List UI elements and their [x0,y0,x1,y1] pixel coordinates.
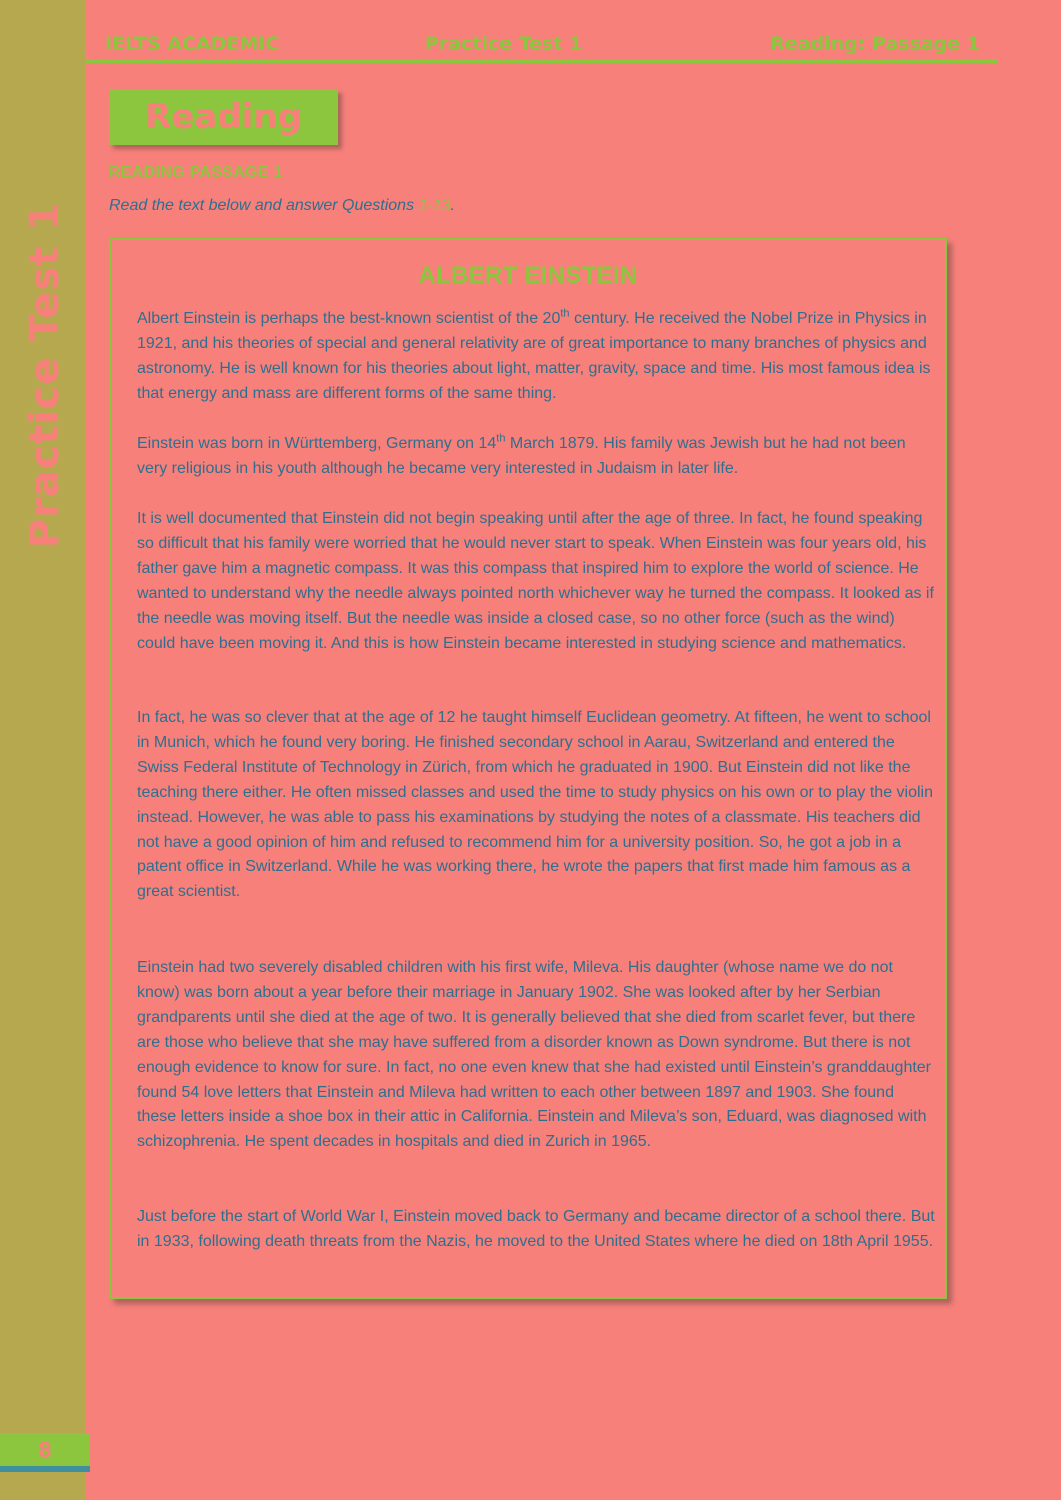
paragraph-6: Just before the start of World War I, Einstein moved back to Germany and became director of a school there. But in 1933, following death threats from the Nazis, he moved to the United States where he died on 18th April 1955. [137,1208,935,1250]
header-rule [85,59,997,63]
instruction [109,197,455,215]
page-number-underline [0,1466,90,1472]
paragraph-1-text-a: Albert Einstein is perhaps the best-known scientist of the 20 [137,310,561,327]
section-heading: Reading [109,89,338,145]
paragraph-2-text-a: Einstein was born in Württemberg, Germany on 14 [137,435,497,452]
header-middle: Practice Test 1 [425,33,583,55]
passage-label: READING PASSAGE 1 [109,164,283,181]
instruction-suffix: . [450,197,455,214]
paragraph-2-text-b: March 1879. His family was Jewish but he had not been very religious in his youth although he became very interested in Judaism in later life. [137,435,906,477]
passage-box [109,238,947,1299]
paragraph-1-superscript: th [560,307,570,320]
paragraph-1-text-b: century. He received the Nobel Prize in Physics in 1921, and his theories of special and general relativity are of great importance to many branches of physics and astronomy. He is well known for his theories about light, matter, gravity, space and time. His most famous idea is that energy and mass are different forms of the same thing. [137,310,931,402]
page-header [105,33,980,59]
paragraph-1 [137,307,937,407]
paragraph-2-superscript: th [496,432,506,445]
page-number: 8 [0,1433,90,1466]
article-title: ALBERT EINSTEIN [418,262,638,289]
paragraph-3: It is well documented that Einstein did not begin speaking until after the age of three. In fact, he found speaking so difficult that his family were worried that he would never start to speak. When Einstein was four years old, his father gave him a magnetic compass. It was this compass that inspired him to explore the world of science. He wanted to understand why the needle always pointed north whichever way he turned the compass. It looked as if the needle was moving itself. But the needle was inside a closed case, so no other force (such as the wind) could have been moving it. And this is how Einstein became interested in studying science and mathematics. [137,510,934,652]
instruction-prefix: Read the text below and answer Questions [109,197,419,214]
side-strip [0,0,85,1500]
header-right: Reading: Passage 1 [770,33,980,55]
header-left: IELTS ACADEMIC [105,33,280,55]
paragraph-5: Einstein had two severely disabled children with his first wife, Mileva. His daughter (whose name we do not know) was born about a year before their marriage in January 1902. She was looked after by her Serbian grandparents until she died at the age of two. It is generally believed that she died from scarlet fever, but there are those who believe that she may have suffered from a disorder known as Down syndrome. But there is not enough evidence to know for sure. In fact, no one even knew that she had existed until Einstein’s granddaughter found 54 love letters that Einstein and Mileva had written to each other between 1897 and 1903. She found these letters inside a shoe box in their attic in California. Einstein and Mileva’s son, Eduard, was diagnosed with schizophrenia. He spent decades in hospitals and died in Zurich in 1965. [137,959,932,1151]
question-range: 1-13 [418,197,451,214]
side-title: Practice Test 1 [22,201,68,549]
paragraph-2 [137,432,937,482]
paragraph-4: In fact, he was so clever that at the age of 12 he taught himself Euclidean geometry. At fifteen, he went to school in Munich, which he found very boring. He finished secondary school in Aarau, Switzerland and entered the Swiss Federal Institute of Technology in Zürich, from which he graduated in 1900. But Einstein did not like the teaching there either. He often missed classes and used the time to study physics on his own or to play the violin instead. However, he was able to pass his examinations by studying the notes of a classmate. His teachers did not have a good opinion of him and refused to recommend him for a university position. So, he got a job in a patent office in Switzerland. While he was working there, he wrote the papers that first made him famous as a great scientist. [137,709,933,901]
